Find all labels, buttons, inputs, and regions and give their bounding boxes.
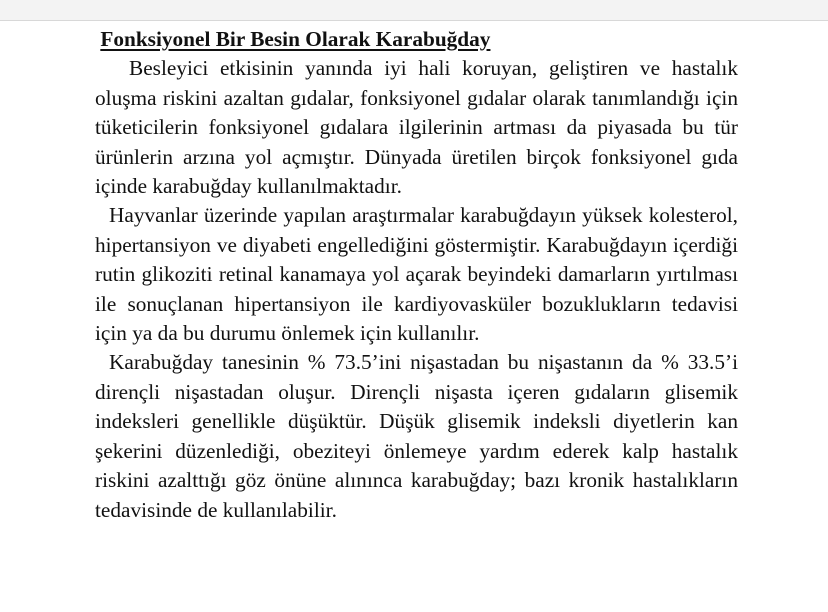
document-title-text: Fonksiyonel Bir Besin Olarak Karabuğday xyxy=(100,27,491,51)
paragraph-animal-studies: Hayvanlar üzerinde yapılan araştırmalar karabuğdayın yüksek kolesterol, hipertansiyon ve diyabeti engellediğini göstermiştir. Karabuğdayın içerdiği rutin glikoziti retinal kanamaya yol açarak beyindeki damarların yırtılması ile sonuçlanan hipertansiyon ile kardiyovasküler bozuklukların tedavisi için ya da bu durumu önlemek için kullanılır. xyxy=(95,203,738,346)
document-page xyxy=(0,20,828,612)
paragraph-functional-foods: Besleyici etkisinin yanında iyi hali koruyan, geliştiren ve hastalık oluşma riskini azaltan gıdalar, fonksiyonel gıdalar olarak tanımlandığı için tüketicilerin fonksiyonel gıdalara ilgilerinin artması da piyasada bu tür ürünlerin arzına yol açmıştır. Dünyada üretilen birçok fonksiyonel gıda içinde karabuğday kullanılmaktadır. xyxy=(95,56,738,199)
paragraph-starch-content: Karabuğday tanesinin % 73.5’ini nişastadan bu nişastanın da % 33.5’i dirençli nişastadan oluşur. Dirençli nişasta içeren gıdaların glisemik indeksleri genellikle düşüktür. Düşük glisemik indeksli diyetlerin kan şekerini düzenlediği, obeziteyi önlemeye yardım ederek kalp hastalık riskini azalttığı göz önüne alınınca karabuğday; bazı kronik hastalıkların tedavisinde de kullanılabilir. xyxy=(95,350,738,522)
document-title xyxy=(95,25,738,54)
document-body xyxy=(95,25,738,525)
